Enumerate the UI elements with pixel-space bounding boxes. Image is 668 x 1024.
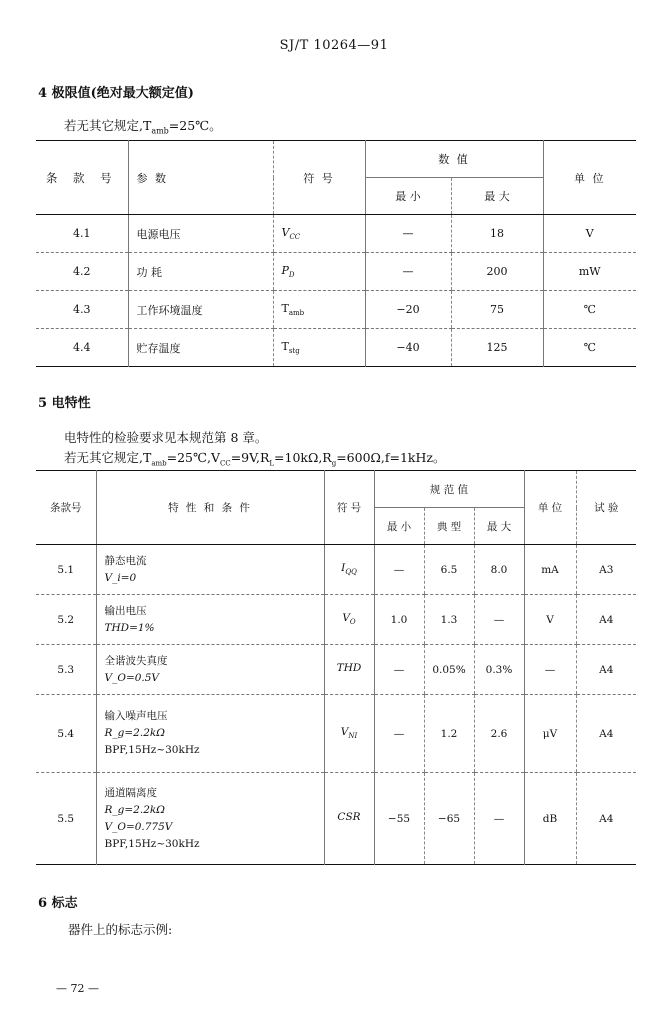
header-characteristics: 特 性 和 条 件 xyxy=(96,471,324,545)
header-max: 最 大 xyxy=(451,178,543,215)
section-4-title: 4 极限值(绝对最大额定值) xyxy=(38,86,194,101)
max-cell: 8.0 xyxy=(474,545,524,595)
min-cell: — xyxy=(365,215,451,253)
header-unit: 单 位 xyxy=(543,141,636,215)
page-number: — 72 — xyxy=(56,982,99,995)
unit-cell: — xyxy=(524,645,576,695)
char-cell: 输出电压 THD=1% xyxy=(96,595,324,645)
max-cell: 200 xyxy=(451,253,543,291)
header-spec: 规 范 值 xyxy=(374,471,524,508)
header-symbol: 符 号 xyxy=(324,471,374,545)
section-5-title: 5 电特性 xyxy=(38,396,91,411)
typ-cell: 1.2 xyxy=(424,695,474,773)
table-row: 5.1 静态电流 V_i=0 $I_{QQ}$ — 6.5 8.0 mA A3 xyxy=(36,545,636,595)
param-cell: 工作环境温度 xyxy=(128,291,273,329)
param-cell: 电源电压 xyxy=(128,215,273,253)
header-min: 最 小 xyxy=(374,508,424,545)
header-clause: 条 款 号 xyxy=(36,141,128,215)
param-cell: 贮存温度 xyxy=(128,329,273,367)
table-row: 5.2 输出电压 THD=1% $V_O$ 1.0 1.3 — V A4 xyxy=(36,595,636,645)
unit-cell: dB xyxy=(524,773,576,865)
table-row: 4.2 功 耗 $P_D$ — 200 mW xyxy=(36,253,636,291)
clause-cell: 5.1 xyxy=(36,545,96,595)
table-row: 5.3 全谐波失真度 V_O=0.5V THD — 0.05% 0.3% — A4 xyxy=(36,645,636,695)
header-value: 数 值 xyxy=(365,141,543,178)
typ-cell: 6.5 xyxy=(424,545,474,595)
max-cell: 125 xyxy=(451,329,543,367)
max-cell: 18 xyxy=(451,215,543,253)
min-cell: — xyxy=(374,545,424,595)
clause-cell: 4.2 xyxy=(36,253,128,291)
char-cell: 全谐波失真度 V_O=0.5V xyxy=(96,645,324,695)
unit-cell: ℃ xyxy=(543,291,636,329)
test-cell: A4 xyxy=(576,645,636,695)
table-row: 4.4 贮存温度 $T_{stg}$ −40 125 ℃ xyxy=(36,329,636,367)
page-header: SJ/T 10264—91 xyxy=(279,38,389,53)
section-5-conditions: 若无其它规定$,T_{amb}=25℃,V_{CC}=9V,R_L=10k\Omega,R_g=600\Omega,f=1kHz$。 xyxy=(64,450,446,468)
header-min: 最 小 xyxy=(365,178,451,215)
table-row: 4.1 电源电压 $V_{CC}$ — 18 V xyxy=(36,215,636,253)
char-cell: 静态电流 V_i=0 xyxy=(96,545,324,595)
typ-cell: 1.3 xyxy=(424,595,474,645)
min-cell: 1.0 xyxy=(374,595,424,645)
clause-cell: 5.2 xyxy=(36,595,96,645)
section-4-condition: 若无其它规定$,T_{amb}=25℃$。 xyxy=(64,118,222,136)
param-cell: 功 耗 xyxy=(128,253,273,291)
max-cell: 75 xyxy=(451,291,543,329)
min-cell: — xyxy=(374,695,424,773)
clause-cell: 5.4 xyxy=(36,695,96,773)
unit-cell: V xyxy=(543,215,636,253)
header-symbol: 符 号 xyxy=(273,141,365,215)
clause-cell: 4.3 xyxy=(36,291,128,329)
max-cell: 2.6 xyxy=(474,695,524,773)
unit-cell: V xyxy=(524,595,576,645)
unit-cell: μV xyxy=(524,695,576,773)
unit-cell: ℃ xyxy=(543,329,636,367)
header-typ: 典 型 xyxy=(424,508,474,545)
section-6-title: 6 标志 xyxy=(38,896,78,911)
min-cell: — xyxy=(374,645,424,695)
clause-cell: 5.3 xyxy=(36,645,96,695)
table-row: 5.4 输入噪声电压 R_g=2.2kΩ BPF,15Hz~30kHz $V_{NI}$ — 1.2 2.6 μV A4 xyxy=(36,695,636,773)
clause-cell: 5.5 xyxy=(57,812,75,825)
table-row: 4.3 工作环境温度 $T_{amb}$ −20 75 ℃ xyxy=(36,291,636,329)
char-cell: 输入噪声电压 R_g=2.2kΩ BPF,15Hz~30kHz xyxy=(96,695,324,773)
min-cell: — xyxy=(365,253,451,291)
header-test: 试 验 xyxy=(576,471,636,545)
test-cell: A4 xyxy=(576,695,636,773)
min-cell: −20 xyxy=(365,291,451,329)
header-clause: 条款号 xyxy=(36,471,96,545)
test-cell: A4 xyxy=(576,595,636,645)
table-row: 5.5 通道隔离度 R_g=2.2kΩ V_O=0.775V BPF,15Hz~30kHz CSR −55 −65 — dB A4 xyxy=(36,773,636,865)
header-unit: 单 位 xyxy=(524,471,576,545)
section-6-para: 器件上的标志示例: xyxy=(68,922,173,937)
clause-cell: 4.4 xyxy=(73,341,91,354)
max-cell: 0.3% xyxy=(474,645,524,695)
test-cell: A3 xyxy=(576,545,636,595)
clause-cell: 4.1 xyxy=(36,215,128,253)
max-cell: — xyxy=(474,773,524,865)
test-cell: A4 xyxy=(576,773,636,865)
typ-cell: 0.05% xyxy=(424,645,474,695)
unit-cell: mW xyxy=(543,253,636,291)
header-max: 最 大 xyxy=(474,508,524,545)
section-5-para1: 电特性的检验要求见本规范第 8 章。 xyxy=(64,430,268,445)
char-cell: 通道隔离度 R_g=2.2kΩ V_O=0.775V BPF,15Hz~30kHz xyxy=(96,773,324,865)
electrical-characteristics-table xyxy=(36,470,636,865)
header-param: 参 数 xyxy=(128,141,273,215)
limits-table xyxy=(36,140,636,367)
min-cell: −40 xyxy=(365,329,451,367)
max-cell: — xyxy=(474,595,524,645)
unit-cell: mA xyxy=(524,545,576,595)
typ-cell: −65 xyxy=(424,773,474,865)
min-cell: −55 xyxy=(374,773,424,865)
